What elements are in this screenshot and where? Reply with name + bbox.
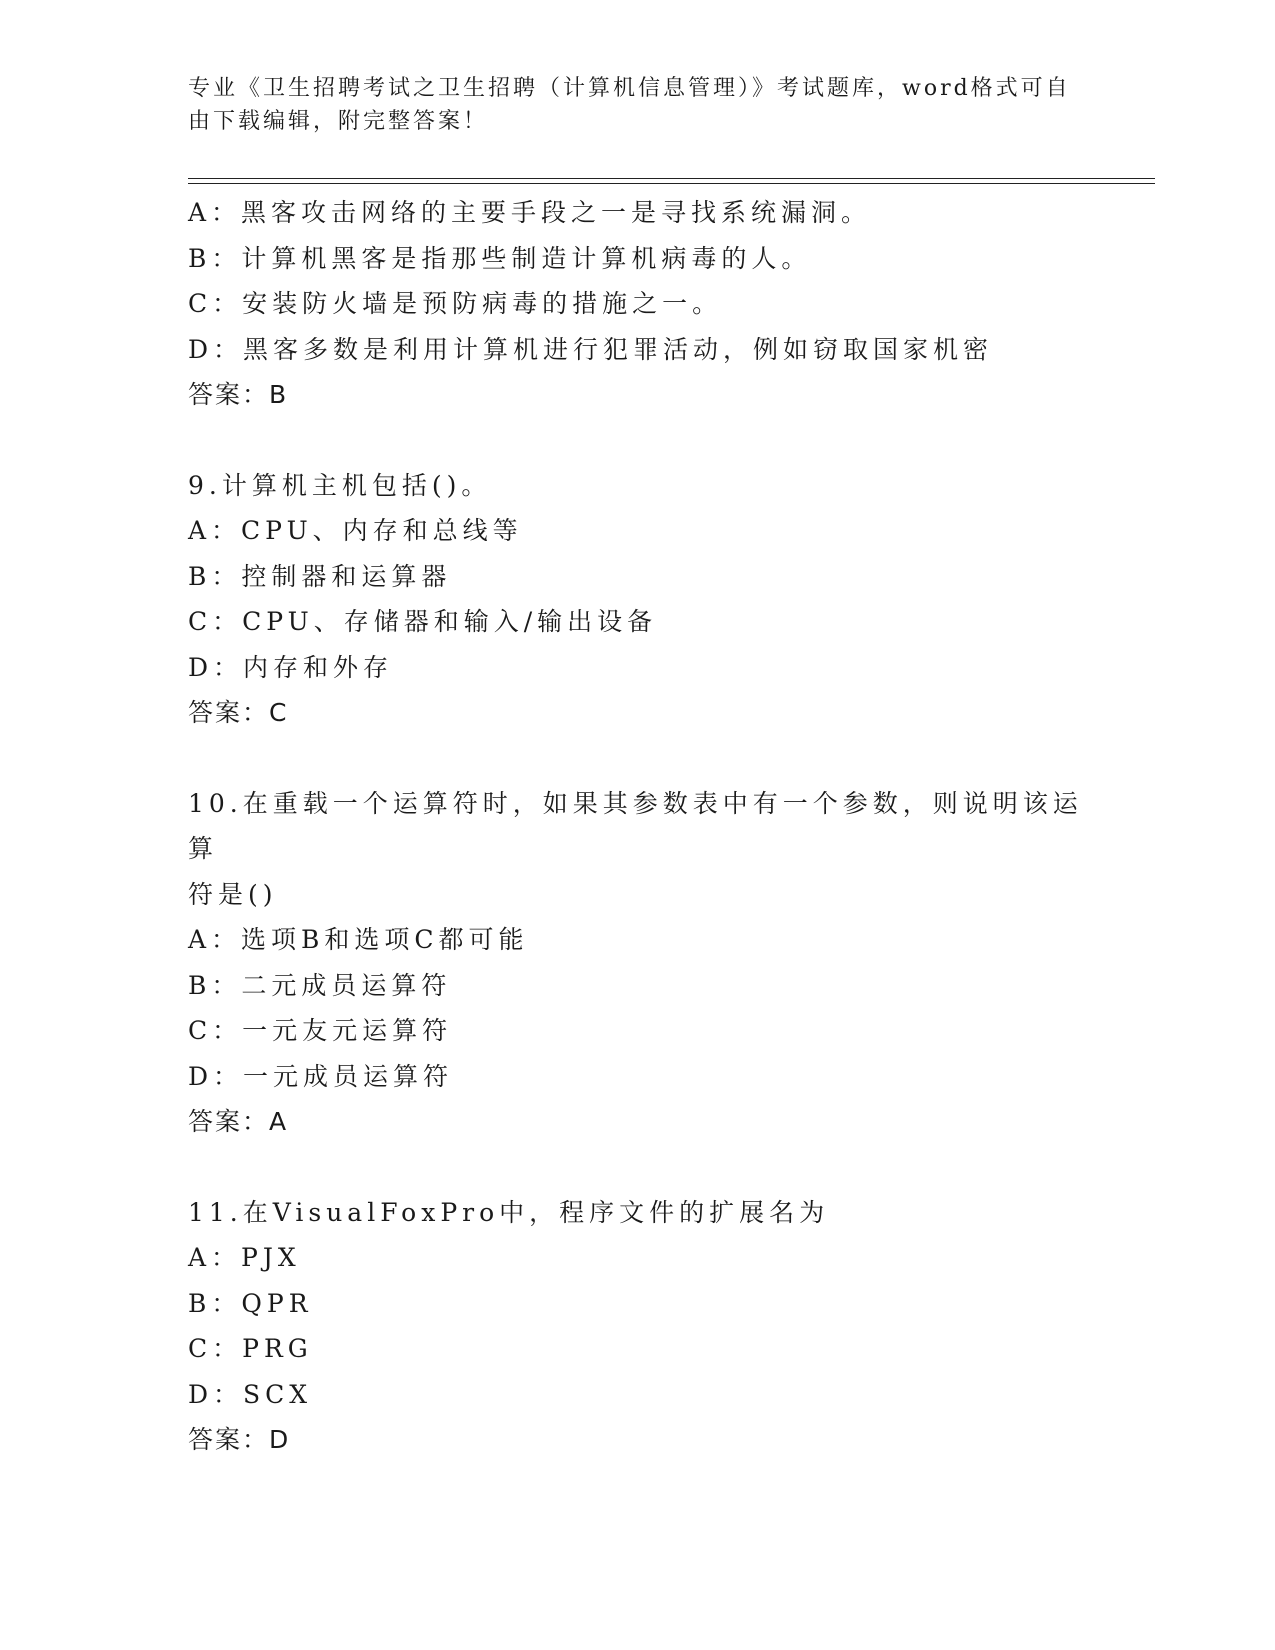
document-header [188, 72, 1088, 138]
header-line-1: 专业《卫生招聘考试之卫生招聘（计算机信息管理）》考试题库，word格式可自 [188, 76, 1071, 101]
option-a: A：PJX [188, 1243, 301, 1272]
header-divider-bottom [188, 183, 1155, 184]
option-a: A：选项B和选项C都可能 [188, 925, 529, 954]
question-stem: 11.在VisualFoxPro中，程序文件的扩展名为 [188, 1197, 830, 1227]
question-9 [188, 463, 1088, 736]
option-b: B：计算机黑客是指那些制造计算机病毒的人。 [188, 243, 812, 273]
answer-line: 答案：B [188, 380, 289, 409]
option-d: D：黑客多数是利用计算机进行犯罪活动，例如窃取国家机密 [188, 334, 994, 364]
option-a: A：CPU、内存和总线等 [188, 516, 523, 545]
option-d: D：内存和外存 [188, 652, 394, 682]
header-line-2: 由下载编辑，附完整答案！ [188, 109, 489, 134]
option-d: D：一元成员运算符 [188, 1061, 454, 1091]
option-c: C：CPU、存储器和输入/输出设备 [188, 607, 658, 636]
option-b: B：QPR [188, 1288, 313, 1318]
answer-line: 答案：A [188, 1107, 289, 1136]
option-b: B：控制器和运算器 [188, 561, 452, 591]
header-divider-top [188, 178, 1155, 179]
question-list [188, 190, 1088, 1463]
question-stem-line-1: 10.在重载一个运算符时，如果其参数表中有一个参数，则说明该运算 [188, 788, 1083, 863]
answer-line: 答案：C [188, 698, 289, 727]
option-a: A：黑客攻击网络的主要手段之一是寻找系统漏洞。 [188, 198, 872, 227]
question-stem-line-2: 符是() [188, 879, 278, 909]
answer-line: 答案：D [188, 1425, 291, 1454]
question-10 [188, 781, 1088, 1145]
option-c: C：安装防火墙是预防病毒的措施之一。 [188, 289, 723, 318]
spacer [188, 736, 1088, 781]
option-c: C：PRG [188, 1334, 313, 1363]
option-b: B：二元成员运算符 [188, 970, 452, 1000]
option-d: D：SCX [188, 1379, 313, 1409]
question-8 [188, 190, 1088, 418]
question-11 [188, 1190, 1088, 1463]
spacer [188, 1145, 1088, 1190]
question-stem: 9.计算机主机包括()。 [188, 470, 492, 500]
option-c: C：一元友元运算符 [188, 1016, 453, 1045]
spacer [188, 418, 1088, 463]
